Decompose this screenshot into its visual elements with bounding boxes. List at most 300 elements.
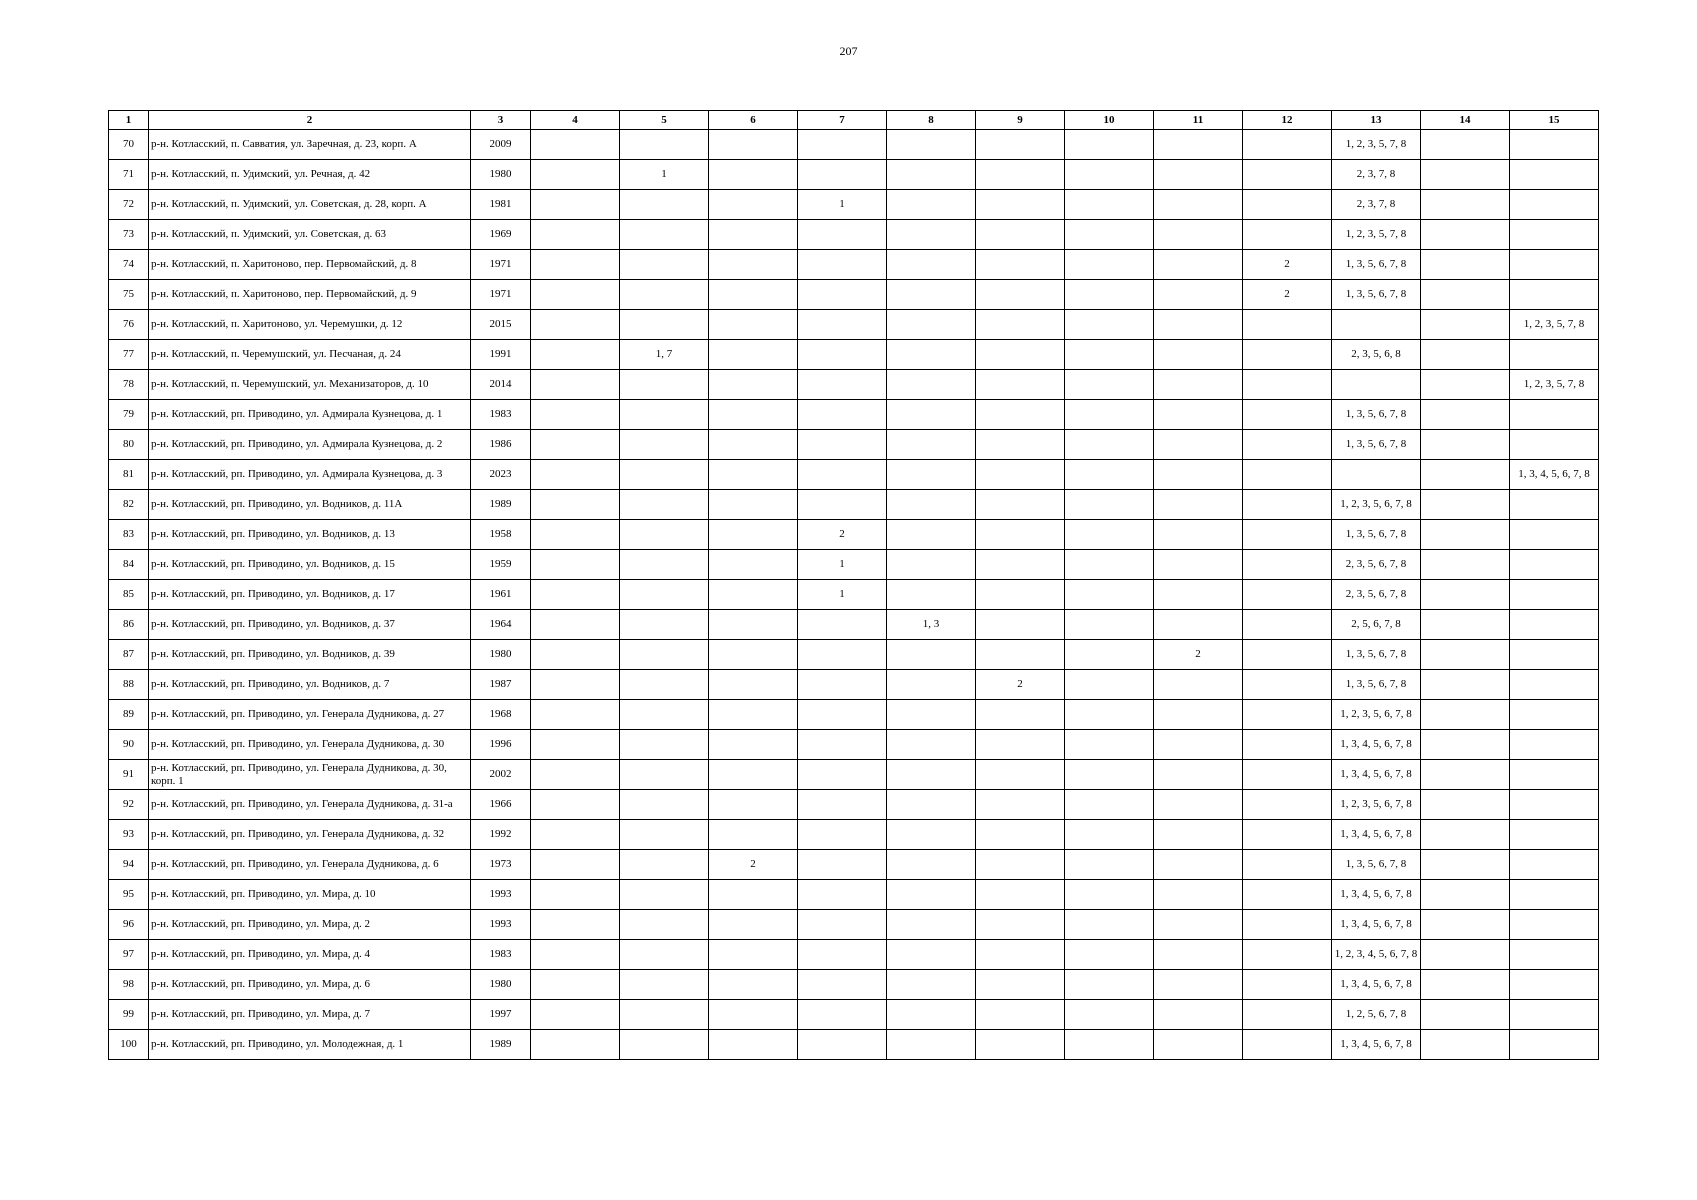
table-cell: 2, 3, 5, 6, 7, 8 [1332,550,1421,580]
table-cell [620,610,709,640]
table-row [109,160,1599,190]
address-cell: р-н. Котласский, рп. Приводино, ул. Мира, д. 2 [149,910,471,940]
table-cell [887,730,976,760]
table-cell [1065,940,1154,970]
table-cell [1154,250,1243,280]
table-cell [1243,340,1332,370]
table-cell [709,1000,798,1030]
table-cell [976,220,1065,250]
table-cell [887,340,976,370]
table-cell [1154,790,1243,820]
table-cell: 2 [976,670,1065,700]
table-cell [709,940,798,970]
column-header-2: 2 [149,111,471,130]
address-cell: р-н. Котласский, рп. Приводино, ул. Адмирала Кузнецова, д. 2 [149,430,471,460]
address-cell: р-н. Котласский, рп. Приводино, ул. Мира, д. 4 [149,940,471,970]
table-cell [1243,1030,1332,1060]
row-number-cell: 84 [109,550,149,580]
table-cell [1154,400,1243,430]
table-cell [1510,610,1599,640]
table-cell [709,190,798,220]
table-cell [1065,1000,1154,1030]
table-cell [620,970,709,1000]
table-cell: 1, 2, 5, 6, 7, 8 [1332,1000,1421,1030]
table-cell [531,520,620,550]
table-row [109,670,1599,700]
table-cell [887,130,976,160]
table-cell [620,760,709,790]
table-cell [620,580,709,610]
row-number-cell: 86 [109,610,149,640]
table-cell [709,160,798,190]
table-cell [709,880,798,910]
address-cell: р-н. Котласский, п. Удимский, ул. Речная, д. 42 [149,160,471,190]
table-cell [620,1030,709,1060]
table-cell [709,490,798,520]
row-number-cell: 99 [109,1000,149,1030]
table-cell [709,280,798,310]
table-row [109,910,1599,940]
row-number-cell: 96 [109,910,149,940]
table-row [109,730,1599,760]
address-cell: р-н. Котласский, рп. Приводино, ул. Адмирала Кузнецова, д. 1 [149,400,471,430]
row-number-cell: 79 [109,400,149,430]
row-number-cell: 93 [109,820,149,850]
address-cell: р-н. Котласский, рп. Приводино, ул. Водников, д. 15 [149,550,471,580]
table-cell [1421,670,1510,700]
table-cell [531,640,620,670]
table-cell [620,910,709,940]
table-cell [531,580,620,610]
table-cell [976,700,1065,730]
table-cell [1154,700,1243,730]
table-cell [1510,790,1599,820]
year-cell: 2023 [471,460,531,490]
table-cell [1510,670,1599,700]
table-cell: 1, 3, 4, 5, 6, 7, 8 [1332,970,1421,1000]
table-cell [1154,460,1243,490]
table-cell [531,550,620,580]
table-cell [1065,370,1154,400]
address-cell: р-н. Котласский, рп. Приводино, ул. Генерала Дудникова, д. 31-а [149,790,471,820]
row-number-cell: 87 [109,640,149,670]
table-cell [709,430,798,460]
table-cell [887,550,976,580]
year-cell: 1968 [471,700,531,730]
address-cell: р-н. Котласский, рп. Приводино, ул. Водников, д. 7 [149,670,471,700]
row-number-cell: 81 [109,460,149,490]
table-cell [1510,730,1599,760]
table-cell [976,610,1065,640]
column-header-6: 6 [709,111,798,130]
table-cell [709,910,798,940]
table-cell [1065,820,1154,850]
table-cell [1510,400,1599,430]
table-cell [887,220,976,250]
table-row [109,1030,1599,1060]
table-cell: 1, 3 [887,610,976,640]
address-cell: р-н. Котласский, рп. Приводино, ул. Генерала Дудникова, д. 32 [149,820,471,850]
table-cell: 1, 2, 3, 4, 5, 6, 7, 8 [1332,940,1421,970]
table-row [109,340,1599,370]
table-cell: 1, 2, 3, 5, 6, 7, 8 [1332,790,1421,820]
table-cell [887,1000,976,1030]
table-cell [887,670,976,700]
table-cell [620,280,709,310]
row-number-cell: 94 [109,850,149,880]
table-cell: 2, 3, 7, 8 [1332,160,1421,190]
table-cell [531,970,620,1000]
table-cell [531,940,620,970]
table-cell [798,850,887,880]
table-cell [887,460,976,490]
table-cell [709,1030,798,1060]
table-cell [709,550,798,580]
table-cell [1243,610,1332,640]
table-cell [1510,280,1599,310]
table-cell [1154,1000,1243,1030]
table-cell [1421,850,1510,880]
table-cell [887,310,976,340]
table-row [109,370,1599,400]
table-cell [620,550,709,580]
table-cell [1243,970,1332,1000]
table-cell [620,520,709,550]
table-cell [620,640,709,670]
table-cell [1510,820,1599,850]
table-cell [1510,940,1599,970]
table-cell [1510,1000,1599,1030]
table-cell [620,130,709,160]
address-cell: р-н. Котласский, рп. Приводино, ул. Генерала Дудникова, д. 30, корп. 1 [149,760,471,790]
table-cell [887,280,976,310]
table-cell [531,1000,620,1030]
table-cell [976,340,1065,370]
table-cell [1421,790,1510,820]
table-row [109,850,1599,880]
year-cell: 1983 [471,400,531,430]
table-cell: 1, 2, 3, 5, 7, 8 [1510,310,1599,340]
table-cell [1154,580,1243,610]
table-cell: 1, 7 [620,340,709,370]
table-cell [1243,190,1332,220]
table-cell [531,130,620,160]
table-cell [976,730,1065,760]
table-cell [887,520,976,550]
year-cell: 1980 [471,640,531,670]
table-cell [1065,790,1154,820]
table-cell [1243,880,1332,910]
table-row [109,310,1599,340]
row-number-cell: 91 [109,760,149,790]
address-cell: р-н. Котласский, рп. Приводино, ул. Генерала Дудникова, д. 6 [149,850,471,880]
table-cell [1154,190,1243,220]
table-cell [1421,820,1510,850]
table-cell [531,760,620,790]
year-cell: 1983 [471,940,531,970]
table-cell [1065,490,1154,520]
table-cell [1243,310,1332,340]
table-cell [1332,310,1421,340]
table-cell [887,190,976,220]
table-cell [1243,490,1332,520]
row-number-cell: 75 [109,280,149,310]
table-cell [1154,280,1243,310]
table-body [109,130,1599,1060]
address-cell: р-н. Котласский, рп. Приводино, ул. Генерала Дудникова, д. 30 [149,730,471,760]
table-row [109,400,1599,430]
table-row [109,490,1599,520]
table-cell [976,910,1065,940]
table-cell [887,700,976,730]
table-cell [976,580,1065,610]
table-cell [1421,700,1510,730]
column-header-1: 1 [109,111,149,130]
table-cell [1065,1030,1154,1060]
column-header-14: 14 [1421,111,1510,130]
table-cell [709,790,798,820]
address-cell: р-н. Котласский, рп. Приводино, ул. Генерала Дудникова, д. 27 [149,700,471,730]
table-cell [1065,670,1154,700]
table-cell [887,250,976,280]
table-cell [887,580,976,610]
table-cell [531,340,620,370]
column-header-3: 3 [471,111,531,130]
year-cell: 2009 [471,130,531,160]
table-cell [1154,130,1243,160]
table-row [109,880,1599,910]
table-cell [1154,310,1243,340]
address-cell: р-н. Котласский, рп. Приводино, ул. Водников, д. 39 [149,640,471,670]
table-cell [1243,700,1332,730]
table-cell [1065,760,1154,790]
address-cell: р-н. Котласский, п. Черемушский, ул. Механизаторов, д. 10 [149,370,471,400]
year-cell: 1992 [471,820,531,850]
table-cell [798,430,887,460]
table-row [109,430,1599,460]
table-cell [1510,850,1599,880]
row-number-cell: 83 [109,520,149,550]
table-row [109,190,1599,220]
table-cell [798,460,887,490]
table-cell [1510,130,1599,160]
table-cell: 2, 3, 5, 6, 7, 8 [1332,580,1421,610]
table-cell [531,430,620,460]
table-cell [709,370,798,400]
table-cell [887,490,976,520]
table-cell [1065,250,1154,280]
table-cell [887,370,976,400]
address-cell: р-н. Котласский, рп. Приводино, ул. Водников, д. 17 [149,580,471,610]
table-cell [798,970,887,1000]
row-number-cell: 72 [109,190,149,220]
table-cell: 2, 3, 5, 6, 8 [1332,340,1421,370]
table-cell [798,1000,887,1030]
address-cell: р-н. Котласский, рп. Приводино, ул. Водников, д. 11А [149,490,471,520]
column-header-15: 15 [1510,111,1599,130]
table-cell [798,640,887,670]
table-cell [1065,700,1154,730]
table-cell [887,820,976,850]
row-number-cell: 74 [109,250,149,280]
table-row [109,520,1599,550]
table-cell [1243,760,1332,790]
row-number-cell: 88 [109,670,149,700]
row-number-cell: 78 [109,370,149,400]
table-cell: 1, 3, 4, 5, 6, 7, 8 [1332,730,1421,760]
table-cell: 2 [709,850,798,880]
table-row [109,280,1599,310]
year-cell: 1961 [471,580,531,610]
table-cell [531,310,620,340]
table-cell [1065,190,1154,220]
table-cell [1065,580,1154,610]
table-cell [976,160,1065,190]
table-cell [1510,430,1599,460]
table-cell [709,340,798,370]
table-cell [1154,550,1243,580]
table-cell: 1, 2, 3, 5, 7, 8 [1332,220,1421,250]
address-cell: р-н. Котласский, п. Удимский, ул. Советская, д. 28, корп. А [149,190,471,220]
table-cell [1154,820,1243,850]
table-row [109,610,1599,640]
table-cell [620,940,709,970]
table-cell [531,220,620,250]
table-cell [1065,400,1154,430]
table-cell [1243,550,1332,580]
table-cell [1421,430,1510,460]
table-cell [1243,430,1332,460]
table-cell [1421,490,1510,520]
address-cell: р-н. Котласский, рп. Приводино, ул. Адмирала Кузнецова, д. 3 [149,460,471,490]
table-cell: 2 [1243,280,1332,310]
table-cell [1154,340,1243,370]
address-cell: р-н. Котласский, рп. Приводино, ул. Мира, д. 10 [149,880,471,910]
table-row [109,820,1599,850]
table-cell [798,220,887,250]
table-cell [1154,910,1243,940]
row-number-cell: 76 [109,310,149,340]
table-cell [976,520,1065,550]
table-cell [531,820,620,850]
table-cell [1065,610,1154,640]
table-cell [1243,130,1332,160]
table-cell [531,160,620,190]
year-cell: 1987 [471,670,531,700]
row-number-cell: 95 [109,880,149,910]
table-cell [1421,280,1510,310]
year-cell: 1966 [471,790,531,820]
table-cell [1065,970,1154,1000]
row-number-cell: 80 [109,430,149,460]
table-cell [1421,910,1510,940]
table-cell [1421,460,1510,490]
table-cell: 2, 3, 7, 8 [1332,190,1421,220]
table-cell [1243,730,1332,760]
table-cell [709,820,798,850]
year-cell: 1981 [471,190,531,220]
table-cell [1510,220,1599,250]
year-cell: 2015 [471,310,531,340]
table-cell [1243,580,1332,610]
year-cell: 1991 [471,340,531,370]
table-cell [1332,370,1421,400]
column-header-11: 11 [1154,111,1243,130]
table-row [109,700,1599,730]
table-cell [709,970,798,1000]
table-cell [1243,790,1332,820]
table-cell [620,220,709,250]
table-cell [620,460,709,490]
table-cell [1065,550,1154,580]
row-number-cell: 98 [109,970,149,1000]
table-cell [531,1030,620,1060]
table-cell [620,670,709,700]
address-cell: р-н. Котласский, п. Савватия, ул. Заречная, д. 23, корп. А [149,130,471,160]
year-cell: 1989 [471,490,531,520]
header-row [109,111,1599,130]
table-cell [1154,970,1243,1000]
address-cell: р-н. Котласский, п. Харитоново, пер. Первомайский, д. 8 [149,250,471,280]
table-cell [620,400,709,430]
year-cell: 1959 [471,550,531,580]
year-cell: 1993 [471,880,531,910]
table-cell [1510,1030,1599,1060]
address-cell: р-н. Котласский, п. Черемушский, ул. Песчаная, д. 24 [149,340,471,370]
table-cell [798,250,887,280]
table-cell [531,880,620,910]
table-cell [976,1000,1065,1030]
table-cell [1154,160,1243,190]
table-cell [1421,730,1510,760]
table-cell [709,310,798,340]
table-cell [798,400,887,430]
table-cell: 2 [1154,640,1243,670]
table-cell [887,430,976,460]
table-cell [531,790,620,820]
table-cell [1421,1000,1510,1030]
table-cell: 1, 3, 4, 5, 6, 7, 8 [1510,460,1599,490]
table-cell [798,310,887,340]
table-cell [1065,730,1154,760]
table-cell [1421,250,1510,280]
table-cell [1421,550,1510,580]
table-cell [1065,130,1154,160]
table-cell [976,1030,1065,1060]
table-cell [976,430,1065,460]
column-header-13: 13 [1332,111,1421,130]
year-cell: 2014 [471,370,531,400]
table-cell [976,490,1065,520]
table-cell [1243,520,1332,550]
table-cell [1421,610,1510,640]
table-row [109,640,1599,670]
table-cell [887,760,976,790]
table-cell [709,760,798,790]
table-cell [887,970,976,1000]
year-cell: 1980 [471,970,531,1000]
table-cell [1421,370,1510,400]
table-row [109,1000,1599,1030]
table-cell [798,280,887,310]
table-cell [1243,670,1332,700]
year-cell: 1971 [471,280,531,310]
table-cell: 2 [1243,250,1332,280]
year-cell: 1986 [471,430,531,460]
table-cell [1510,640,1599,670]
table-cell [976,130,1065,160]
table-cell [798,940,887,970]
